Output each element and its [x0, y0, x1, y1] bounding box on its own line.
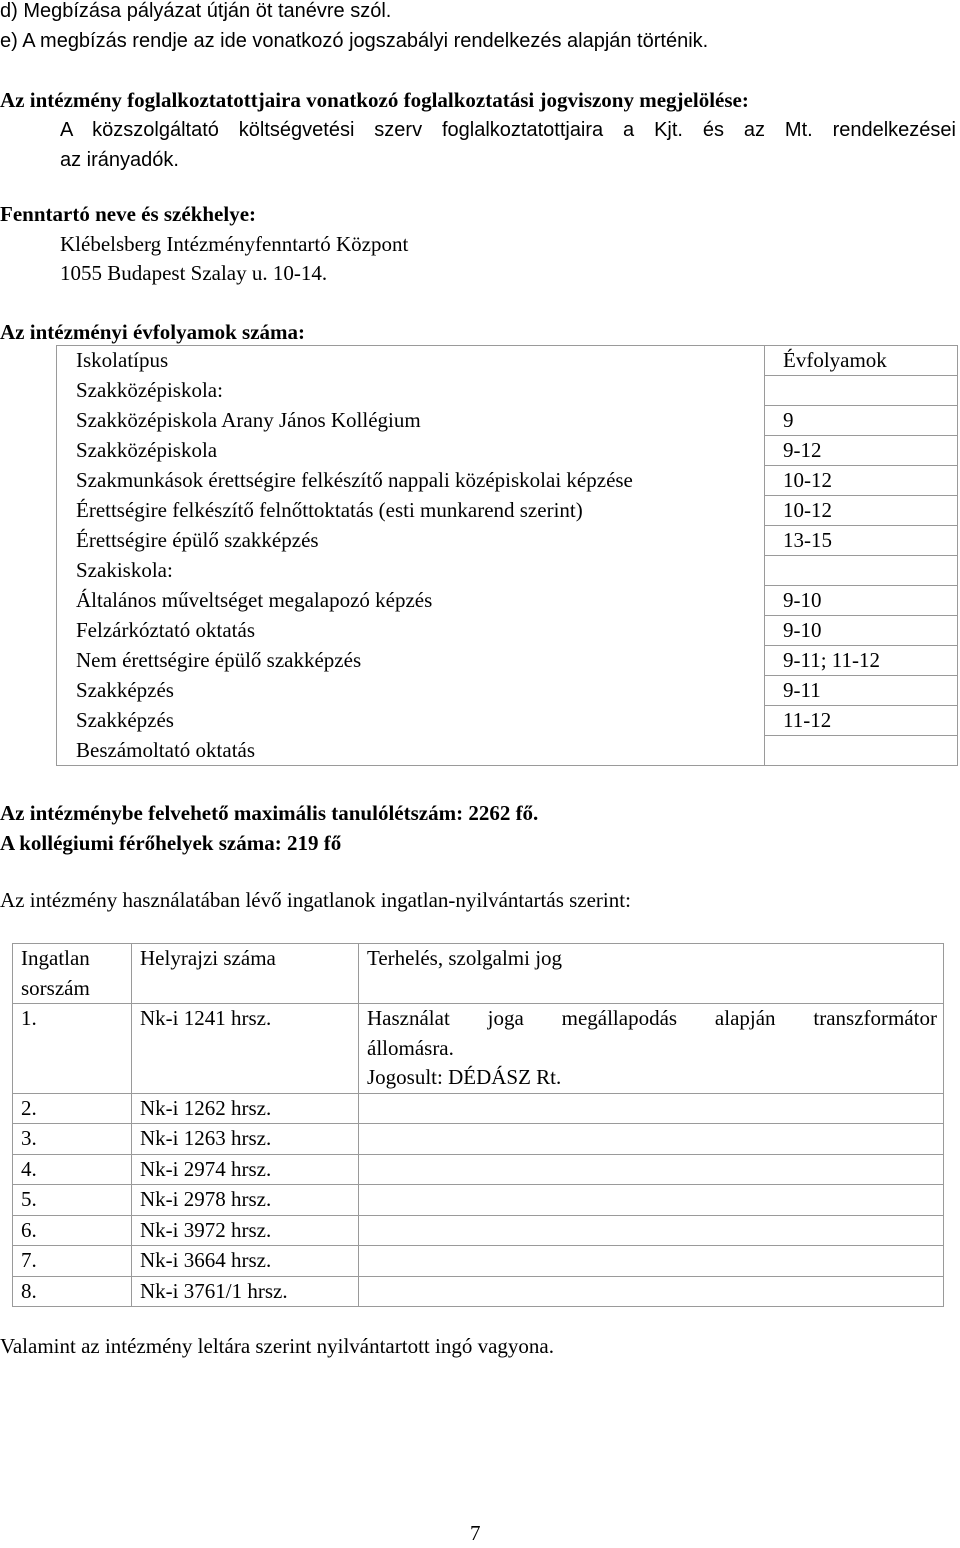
property-plot-cell: Nk-i 3972 hrsz.: [132, 1215, 359, 1246]
list-item-d: d) Megbízása pályázat útján öt tanévre szól.: [0, 0, 392, 22]
table-row: [57, 646, 958, 676]
grade-value-cell: 9-11; 11-12: [765, 646, 958, 676]
burden-line: Használat joga megállapodás alapján transzformátor: [367, 1006, 937, 1030]
table-row: [57, 676, 958, 706]
property-burden-cell: [359, 1124, 944, 1155]
col-grades-header: Évfolyamok: [765, 346, 958, 376]
property-no-cell: 4.: [13, 1154, 132, 1185]
table-row: [57, 436, 958, 466]
table-header-row: [57, 346, 958, 376]
table-row: [13, 1276, 944, 1307]
grades-heading: Az intézményi évfolyamok száma:: [0, 320, 306, 344]
table-row: [57, 616, 958, 646]
grade-value-cell: [765, 736, 958, 766]
grade-value-cell: 9-10: [765, 586, 958, 616]
page-number: 7: [470, 1521, 481, 1545]
table-row: [57, 586, 958, 616]
property-plot-cell: Nk-i 3761/1 hrsz.: [132, 1276, 359, 1307]
grade-value-cell: 11-12: [765, 706, 958, 736]
burden-line: állomásra.: [367, 1035, 454, 1060]
grade-type-cell: Szakképzés: [57, 676, 765, 706]
col-no-header: Ingatlan sorszám: [13, 944, 132, 1004]
list-item-e: e) A megbízás rendje az ide vonatkozó jogszabályi rendelkezés alapján történik.: [0, 30, 709, 52]
maintainer-name: Klébelsberg Intézményfenntartó Központ: [60, 232, 409, 256]
table-row: [13, 1185, 944, 1216]
property-no-cell: 6.: [13, 1215, 132, 1246]
property-plot-cell: Nk-i 2974 hrsz.: [132, 1154, 359, 1185]
table-row: [57, 376, 958, 406]
col-plot-header: Helyrajzi száma: [132, 944, 359, 1004]
property-burden-cell: [359, 1154, 944, 1185]
table-row: [13, 1124, 944, 1155]
grade-type-cell: Szakközépiskola Arany János Kollégium: [57, 406, 765, 436]
property-burden-cell: [359, 1185, 944, 1216]
grade-value-cell: 9-11: [765, 676, 958, 706]
property-burden-cell: [359, 1093, 944, 1124]
employment-text-line1: A közszolgáltató költségvetési szerv foglalkoztatottjaira a Kjt. és az Mt. rendelkezései: [60, 119, 956, 141]
table-row: [57, 736, 958, 766]
grade-type-cell: Szakiskola:: [57, 556, 765, 586]
property-burden-cell: [359, 1276, 944, 1307]
property-burden-cell: [359, 1215, 944, 1246]
table-row: [13, 1215, 944, 1246]
table-row: [13, 1004, 944, 1094]
grade-type-cell: Szakképzés: [57, 706, 765, 736]
table-row: [57, 706, 958, 736]
property-no-cell: 1.: [13, 1004, 132, 1094]
property-no-cell: 3.: [13, 1124, 132, 1155]
grade-type-cell: Érettségire felkészítő felnőttoktatás (esti munkarend szerint): [57, 496, 765, 526]
maintainer-heading: Fenntartó neve és székhelye:: [0, 202, 257, 226]
property-no-cell: 2.: [13, 1093, 132, 1124]
max-students: Az intézménybe felvehető maximális tanulólétszám: 2262 fő.: [0, 801, 539, 825]
property-no-cell: 8.: [13, 1276, 132, 1307]
grade-value-cell: 10-12: [765, 466, 958, 496]
grade-type-cell: Szakmunkások érettségire felkészítő nappali középiskolai képzése: [57, 466, 765, 496]
table-header-row: [13, 944, 944, 1004]
table-row: [57, 496, 958, 526]
property-no-cell: 5.: [13, 1185, 132, 1216]
employment-text-line2: az irányadók.: [60, 149, 179, 171]
col-type-header: Iskolatípus: [57, 346, 765, 376]
property-plot-cell: Nk-i 1263 hrsz.: [132, 1124, 359, 1155]
grade-value-cell: 9-10: [765, 616, 958, 646]
grade-type-cell: Felzárkóztató oktatás: [57, 616, 765, 646]
col-burden-header: Terhelés, szolgalmi jog: [359, 944, 944, 1004]
table-row: [57, 406, 958, 436]
grade-value-cell: 9-12: [765, 436, 958, 466]
maintainer-address: 1055 Budapest Szalay u. 10-14.: [60, 261, 328, 285]
grade-type-cell: Szakközépiskola: [57, 436, 765, 466]
grade-type-cell: Beszámoltató oktatás: [57, 736, 765, 766]
burden-line: Jogosult: DÉDÁSZ Rt.: [367, 1065, 562, 1089]
property-no-cell: 7.: [13, 1246, 132, 1277]
property-plot-cell: Nk-i 1241 hrsz.: [132, 1004, 359, 1094]
employment-heading: Az intézmény foglalkoztatottjaira vonatkozó foglalkoztatási jogviszony megjelölése:: [0, 88, 749, 112]
property-plot-cell: Nk-i 2978 hrsz.: [132, 1185, 359, 1216]
closing-text: Valamint az intézmény leltára szerint nyilvántartott ingó vagyona.: [0, 1334, 554, 1358]
table-row: [57, 556, 958, 586]
grade-type-cell: Szakközépiskola:: [57, 376, 765, 406]
property-burden-cell: [359, 1246, 944, 1277]
grades-table: [56, 345, 958, 766]
grade-type-cell: Általános műveltséget megalapozó képzés: [57, 586, 765, 616]
grade-type-cell: Nem érettségire épülő szakképzés: [57, 646, 765, 676]
grade-value-cell: 10-12: [765, 496, 958, 526]
grade-value-cell: [765, 376, 958, 406]
property-plot-cell: Nk-i 3664 hrsz.: [132, 1246, 359, 1277]
grade-value-cell: 13-15: [765, 526, 958, 556]
property-table: [12, 943, 944, 1307]
table-row: [57, 526, 958, 556]
dorm-places: A kollégiumi férőhelyek száma: 219 fő: [0, 831, 342, 855]
table-row: [57, 466, 958, 496]
table-row: [13, 1246, 944, 1277]
property-intro: Az intézmény használatában lévő ingatlanok ingatlan-nyilvántartás szerint:: [0, 888, 631, 912]
property-burden-cell: [359, 1004, 944, 1094]
grade-type-cell: Érettségire épülő szakképzés: [57, 526, 765, 556]
table-row: [13, 1093, 944, 1124]
grade-value-cell: [765, 556, 958, 586]
grade-value-cell: 9: [765, 406, 958, 436]
property-plot-cell: Nk-i 1262 hrsz.: [132, 1093, 359, 1124]
table-row: [13, 1154, 944, 1185]
